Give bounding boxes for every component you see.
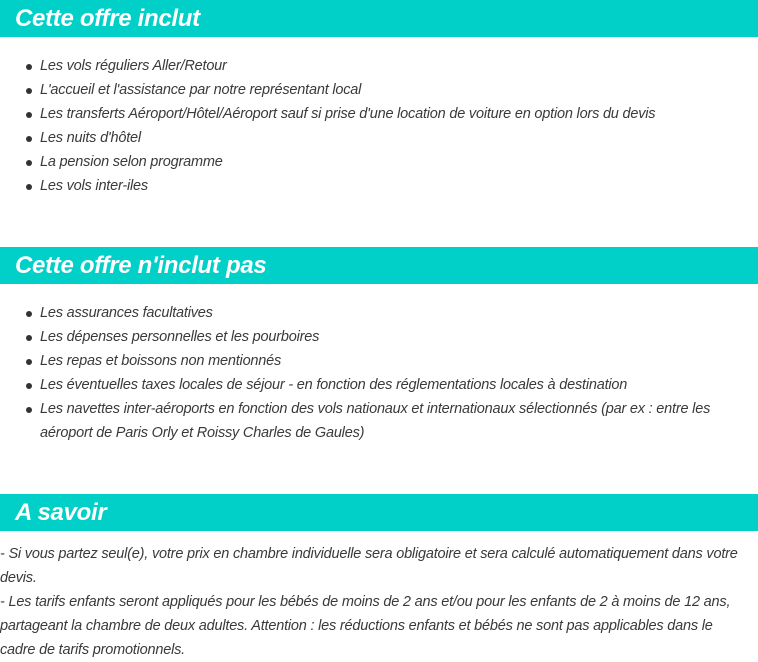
list-item: Les dépenses personnelles et les pourboires [0, 325, 758, 349]
included-list [0, 54, 758, 198]
list-item: Les transferts Aéroport/Hôtel/Aéroport sauf si prise d'une location de voiture en option lors du devis [0, 102, 758, 126]
list-item: L'accueil et l'assistance par notre représentant local [0, 78, 758, 102]
list-item: Les nuits d'hôtel [0, 126, 758, 150]
list-item: Les éventuelles taxes locales de séjour - en fonction des réglementations locales à destination [0, 373, 758, 397]
excluded-list [0, 301, 758, 445]
info-paragraph: - Si vous partez seul(e), votre prix en chambre individuelle sera obligatoire et sera calculé automatiquement dans votre devis. [0, 546, 738, 586]
list-item: Les vols inter-iles [0, 174, 758, 198]
list-item: Les assurances facultatives [0, 301, 758, 325]
list-item: Les navettes inter-aéroports en fonction des vols nationaux et internationaux sélectionnés (par ex : entre les aéroport de Paris Orly et Roissy Charles de Gaules) [0, 397, 758, 445]
section-title-included: Cette offre inclut [0, 0, 758, 37]
list-item: Les vols réguliers Aller/Retour [0, 54, 758, 78]
list-item: Les repas et boissons non mentionnés [0, 349, 758, 373]
list-item: La pension selon programme [0, 150, 758, 174]
section-title-excluded: Cette offre n'inclut pas [0, 247, 758, 284]
info-paragraph: - Les tarifs enfants seront appliqués pour les bébés de moins de 2 ans et/ou pour les enfants de 2 à moins de 12 ans, partageant la chambre de deux adultes. Attention : les réductions enfants et bébés ne sont pas applicables dans le cadre de tarifs promotionnels. [0, 594, 731, 658]
section-title-info: A savoir [0, 494, 758, 531]
